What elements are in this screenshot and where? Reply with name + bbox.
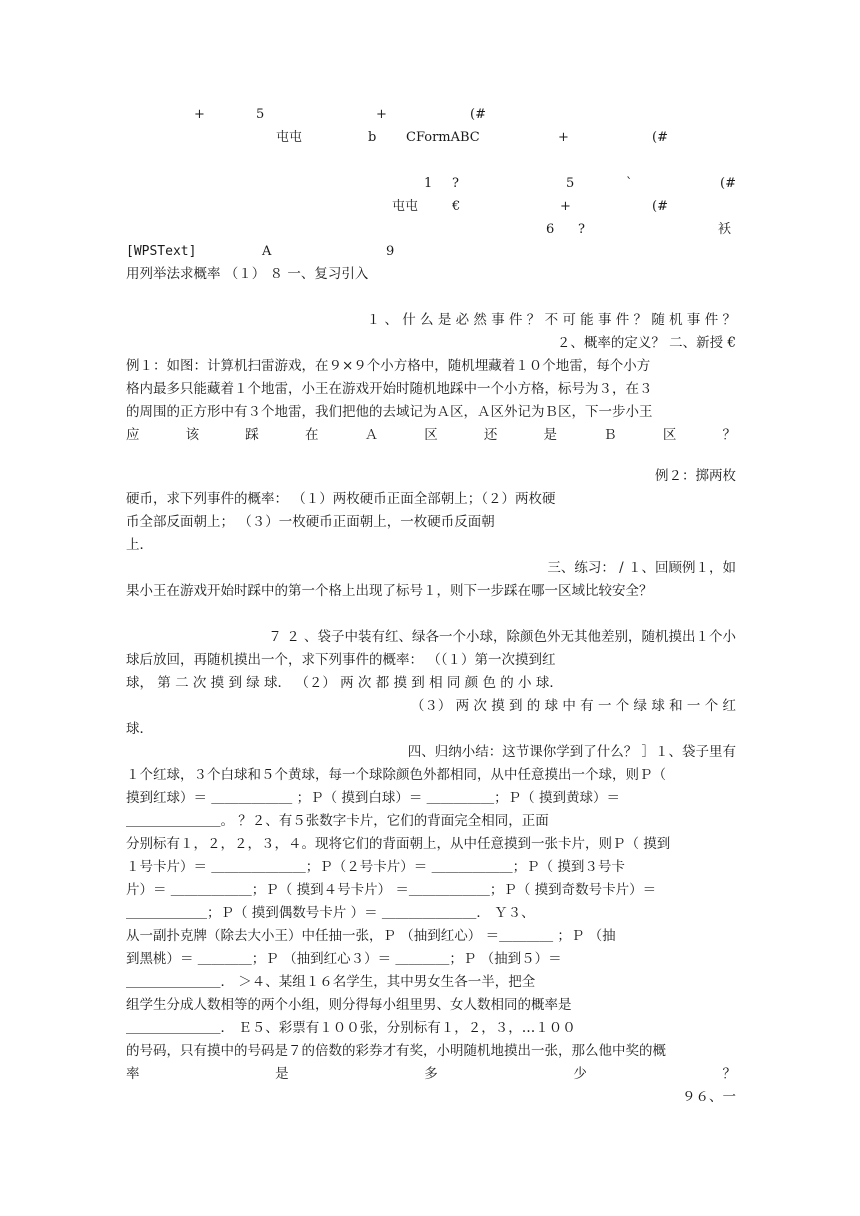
text-line: 上．: [126, 537, 153, 553]
text-line: １个红球，３个白球和５个黄球，每一个球除颜色外都相同，从中任意摸出一个球，则Ｐ（: [126, 767, 666, 783]
garble-fragment: A: [262, 244, 272, 259]
text-line: 应 该 踩 在 Ａ 区 还 是 Ｂ 区 ？: [126, 427, 736, 443]
text-line: 格内最多只能藏着１个地雷，小王在游戏开始时随机地踩中一个小方格，标号为３，在３: [126, 381, 653, 397]
garble-fragment: ?: [578, 222, 585, 237]
garble-fragment: b: [368, 130, 377, 145]
text-line: 从一副扑克牌（除去大小王）中任抽一张，Ｐ （抽到红心） ＝＿＿＿＿ ；Ｐ （抽: [126, 928, 616, 944]
text-line: 硬币，求下列事件的概率： （１）两枚硬币正面全部朝上；（２）两枚硬: [126, 491, 556, 507]
text-line: １ 、 什 么 是 必 然 事 件 ？ 不 可 能 事 件 ？ 随 机 事 件 ？: [366, 312, 736, 328]
garble-fragment: +: [558, 130, 569, 145]
text-line: ＿＿＿＿＿＿；Ｐ（ 摸到偶数号卡片 ）＝ ＿＿＿＿＿＿＿． Ｙ３、: [126, 905, 535, 921]
garble-fragment: [WPSText]: [126, 244, 197, 259]
text-line: ＿＿＿＿＿＿＿． ＞４、某组１６名学生，其中男女生各一半，把全: [126, 974, 536, 990]
text-line: 片）＝ ＿＿＿＿＿＿；Ｐ（ 摸到４号卡片） ＝＿＿＿＿＿＿；Ｐ（ 摸到奇数号卡片）＝: [126, 882, 657, 898]
garble-fragment: 屯屯: [392, 199, 419, 214]
text-line: 分别标有１，２，２，３，４。现将它们的背面朝上，从中任意摸到一张卡片，则Ｐ（ 摸到: [126, 836, 671, 852]
garble-fragment: +: [560, 199, 571, 214]
garble-fragment: +: [194, 107, 205, 122]
text-line: 的号码，只有摸中的号码是７的倍数的彩券才有奖，小明随机地摸出一张，那么他中奖的概: [126, 1043, 666, 1059]
text-line: （３） 两 次 摸 到 的 球 中 有 一 个 绿 球 和 一 个 红: [410, 698, 736, 714]
garble-fragment: CFormABC: [406, 130, 480, 145]
text-line: 组学生分成人数相等的两个小组，则分得每小组里男、女人数相同的概率是: [126, 997, 572, 1013]
text-line: 球后放回，再随机摸出一个，求下列事件的概率： （（１）第一次摸到红: [126, 652, 556, 668]
garble-fragment: `: [626, 176, 633, 191]
text-line: 果小王在游戏开始时踩中的第一个格上出现了标号１，则下一步踩在哪一区域比较安全？: [126, 583, 653, 599]
text-line: ＿＿＿＿＿＿＿。 ？２、有５张数字卡片，它们的背面完全相同，正面: [126, 813, 549, 829]
text-line: ７ ２ 、袋子中装有红、绿各一个小球，除颜色外无其他差别，随机摸出１个小: [268, 629, 736, 645]
garble-fragment: (#: [470, 107, 486, 122]
garble-fragment: 袄: [718, 222, 732, 237]
garble-fragment: (#: [652, 130, 668, 145]
text-line: 到黑桃）＝ ＿＿＿＿；Ｐ （抽到红心３）＝ ＿＿＿＿；Ｐ （抽到５）＝: [126, 951, 562, 967]
text-line: ２、概率的定义？ 二、新授 €: [556, 335, 736, 351]
garble-fragment: 6: [546, 222, 555, 237]
text-line: 球．: [126, 721, 153, 737]
garble-fragment: €: [452, 199, 461, 214]
text-line: ９６、一: [682, 1089, 736, 1105]
garble-fragment: (#: [720, 176, 736, 191]
text-line: 摸到红球）＝ ＿＿＿＿＿＿ ；Ｐ（ 摸到白球）＝ ＿＿＿＿＿；Ｐ（ 摸到黄球）＝: [126, 790, 620, 806]
garble-fragment: 5: [256, 107, 265, 122]
garble-fragment: 屯屯: [276, 130, 303, 145]
text-line: ＿＿＿＿＿＿＿． Ｅ５、彩票有１００张，分别标有１，２，３，…１００: [126, 1020, 576, 1036]
doc-heading: 用列举法求概率 （１） ８ 一、复习引入: [126, 266, 369, 282]
garble-fragment: 5: [566, 176, 575, 191]
text-line: 四、归纳小结：这节课你学到了什么？ ］１、袋子里有: [407, 744, 736, 760]
text-line: 的周围的正方形中有３个地雷，我们把他的去域记为Ａ区，Ａ区外记为Ｂ区，下一步小王: [126, 404, 653, 420]
garble-fragment: (#: [652, 199, 668, 214]
garble-fragment: +: [376, 107, 387, 122]
text-line: 币全部反面朝上； （３）一枚硬币正面朝上，一枚硬币反面朝: [126, 514, 495, 530]
text-line: 例２：掷两枚: [655, 468, 736, 484]
text-line: 率 是 多 少 ？: [126, 1066, 736, 1082]
text-line: 例１：如图：计算机扫雷游戏，在９×９个小方格中，随机埋藏着１０个地雷，每个小方: [126, 358, 651, 374]
garble-fragment: ?: [452, 176, 459, 191]
text-line: 三、练习： / １、回顾例１，如: [547, 560, 736, 576]
text-line: １号卡片）＝ ＿＿＿＿＿＿＿；Ｐ（２号卡片）＝ ＿＿＿＿＿＿；Ｐ（ 摸到３号卡: [126, 859, 625, 875]
garble-fragment: 1: [424, 176, 433, 191]
text-line: 球， 第 二 次 摸 到 绿 球． （２） 两 次 都 摸 到 相 同 颜 色 的 小 球．: [126, 675, 563, 691]
garble-fragment: 9: [386, 244, 395, 259]
